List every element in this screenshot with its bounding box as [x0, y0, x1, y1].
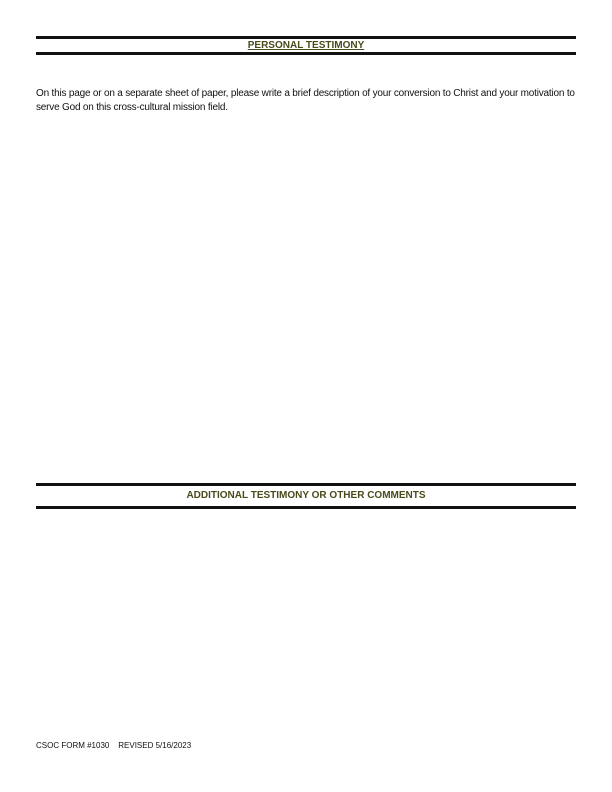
- form-number: CSOC FORM #1030: [36, 741, 110, 750]
- additional-testimony-heading: ADDITIONAL TESTIMONY OR OTHER COMMENTS: [186, 490, 426, 501]
- revision-date: REVISED 5/16/2023: [118, 741, 192, 750]
- personal-testimony-heading: PERSONAL TESTIMONY: [247, 40, 365, 51]
- personal-testimony-instructions: On this page or on a separate sheet of paper, please write a brief description of your conversion to Christ and your motivation to serve God on this cross-cultural mission field.: [36, 88, 575, 113]
- additional-testimony-header: [36, 483, 576, 509]
- personal-testimony-header: [36, 36, 576, 55]
- form-footer: [36, 741, 191, 751]
